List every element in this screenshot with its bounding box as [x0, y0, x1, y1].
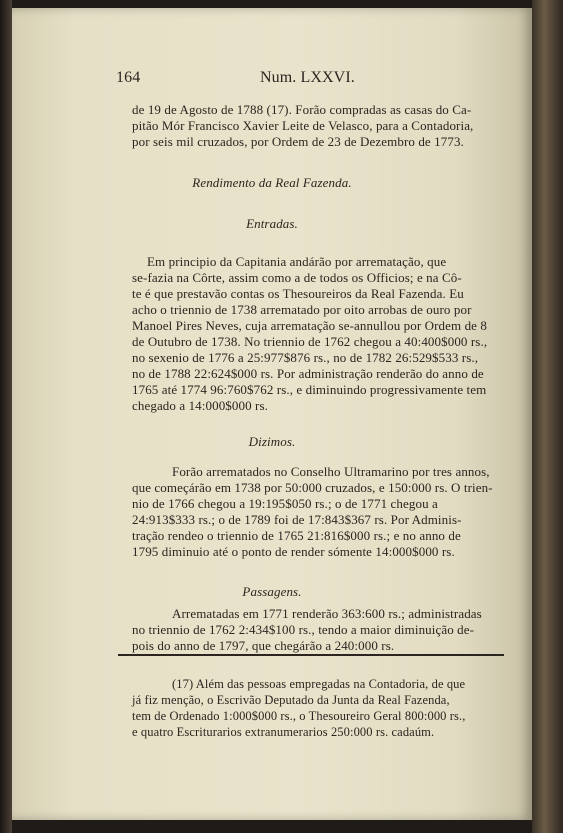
- text-line: no triennio de 1762 2:434$100 rs., tendo a maior diminuição de-: [132, 622, 475, 637]
- subsection-dizimos: Dizimos.: [248, 434, 296, 449]
- footnote-line: (17) Além das pessoas empregadas na Contadoria, de que: [172, 677, 466, 691]
- footnote-rule: [118, 654, 504, 656]
- text-line: 1795 diminuio até o ponto de render sómente 14:000$000 rs.: [132, 544, 455, 559]
- footnote-line: já fiz menção, o Escrivão Deputado da Junta da Real Fazenda,: [132, 693, 450, 707]
- text-line: Forão arrematados no Conselho Ultramarino por tres annos,: [172, 464, 490, 479]
- page-edge: [532, 0, 563, 833]
- text-line: pitão Mór Francisco Xavier Leite de Velasco, para a Contadoria,: [132, 118, 474, 133]
- text-line: 24:913$333 rs.; o de 1789 foi de 17:843$367 rs. Por Adminis-: [132, 512, 462, 527]
- text-line: no sexenio de 1776 a 25:977$876 rs., no de 1782 26:529$533 rs.,: [132, 350, 479, 365]
- page-number: 164: [116, 69, 141, 86]
- text-line: chegado a 14:000$000 rs.: [132, 398, 268, 413]
- text-line: nio de 1766 chegou a 19:195$050 rs.; o de 1771 chegou a: [132, 496, 438, 511]
- text-line: por seis mil cruzados, por Ordem de 23 de Dezembro de 1773.: [132, 134, 464, 149]
- running-title: Num. LXXVI.: [260, 69, 355, 86]
- text-line: no de 1788 22:624$000 rs. Por administração renderão do anno de: [132, 366, 484, 381]
- subsection-passagens: Passagens.: [242, 584, 302, 599]
- page: [12, 8, 532, 820]
- text-line: que começárão em 1738 por 50:000 cruzados, e 150:000 rs. O trien-: [132, 480, 493, 495]
- text-line: se-fazia na Côrte, assim como a de todos os Officios; e na Cô-: [132, 270, 462, 285]
- text-line: acho o triennio de 1738 arrematado por oito arrobas de ouro por: [132, 302, 472, 317]
- text-line: de 19 de Agosto de 1788 (17). Forão compradas as casas do Ca-: [132, 102, 472, 117]
- footnote-line: tem de Ordenado 1:000$000 rs., o Thesoureiro Geral 800:000 rs.,: [132, 709, 466, 723]
- text-line: te é que prestavão contas os Thesoureiros da Real Fazenda. Eu: [132, 286, 464, 301]
- text-line: tração rendeo o triennio de 1765 21:816$000 rs.; e no anno de: [132, 528, 461, 543]
- text-line: de Outubro de 1738. No triennio de 1762 chegou a 40:400$000 rs.,: [132, 334, 488, 349]
- section-title: Rendimento da Real Fazenda.: [192, 175, 352, 190]
- book-binding: [0, 0, 12, 833]
- footnote-line: e quatro Escriturarios extranumerarios 250:000 rs. cadaúm.: [132, 725, 435, 739]
- subsection-entradas: Entradas.: [246, 216, 298, 231]
- text-line: Manoel Pires Neves, cuja arrematação se-annullou por Ordem de 8: [132, 318, 488, 333]
- text-line: 1765 até 1774 96:760$762 rs., e diminuindo progressivamente tem: [132, 382, 487, 397]
- text-line: pois do anno de 1797, que chegárão a 240:000 rs.: [132, 638, 395, 653]
- text-line: Em principio da Capitania andárão por arrematação, que: [147, 254, 447, 269]
- text-line: Arrematadas em 1771 renderão 363:600 rs.; administradas: [172, 606, 482, 621]
